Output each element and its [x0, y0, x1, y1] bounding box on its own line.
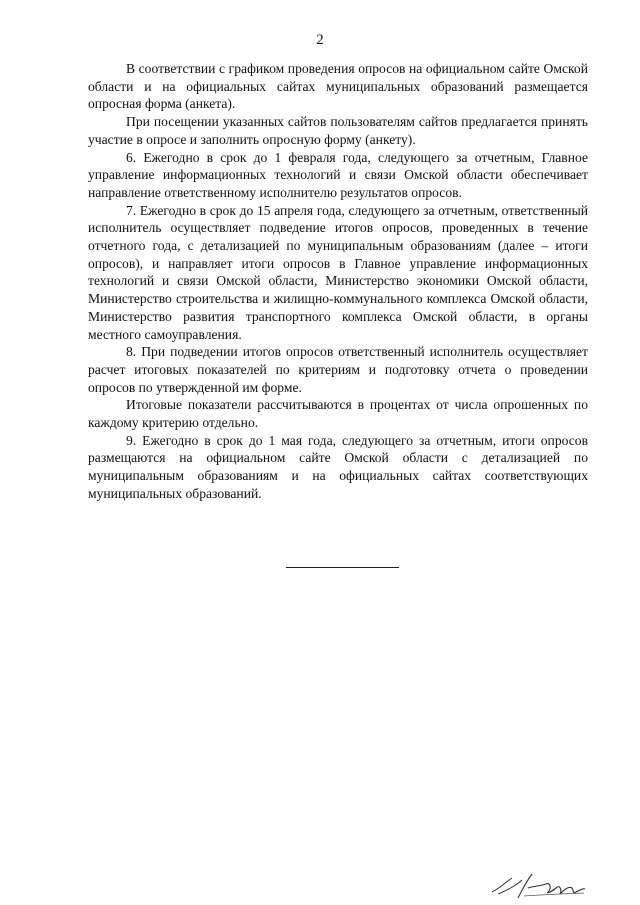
- paragraph-final-indicators: Итоговые показатели рассчитываются в процентах от числа опрошенных по каждому критерию отдельно.: [88, 397, 588, 431]
- paragraph-item-9: 9. Ежегодно в срок до 1 мая года, следующего за отчетным, итоги опросов размещаются на официальном сайте Омской области с детализацией по муниципальным образованиям и на официальных сайтах соответствующих муниципальных образований.: [88, 432, 588, 501]
- page-number: 2: [316, 32, 324, 48]
- handwritten-initials: [488, 868, 588, 904]
- paragraph-survey-form: В соответствии с графиком проведения опросов на официальном сайте Омской области и на официальных сайтах муниципальных образований размещается опросная форма (анкета).: [88, 61, 588, 112]
- paragraph-item-8: 8. При подведении итогов опросов ответственный исполнитель осуществляет расчет итоговых показателей по критериям и подготовку отчета о проведении опросов по утвержденной им форме.: [88, 344, 588, 395]
- paragraph-site-visitors: При посещении указанных сайтов пользователям сайтов предлагается принять участие в опросе и заполнить опросную форму (анкету).: [88, 114, 588, 147]
- document-body: [88, 60, 588, 503]
- paragraph-item-7: 7. Ежегодно в срок до 15 апреля года, следующего за отчетным, ответственный исполнитель осуществляет подведение итогов опросов, проведенных в течение отчетного года, с детализацией по муниципальным образованиям (далее – итоги опросов), и направляет итоги опросов в Главное управление информационных технологий и связи Омской области, Министерство экономики Омской области, Министерство строительства и жилищно-коммунального комплекса Омской области, Министерство развития транспортного комплекса Омской области, в органы местного самоуправления.: [88, 202, 588, 342]
- paragraph-item-6: 6. Ежегодно в срок до 1 февраля года, следующего за отчетным, Главное управление информационных технологий и связи Омской области обеспечивает направление ответственному исполнителю результатов опросов.: [88, 149, 588, 200]
- closing-divider: [286, 567, 399, 568]
